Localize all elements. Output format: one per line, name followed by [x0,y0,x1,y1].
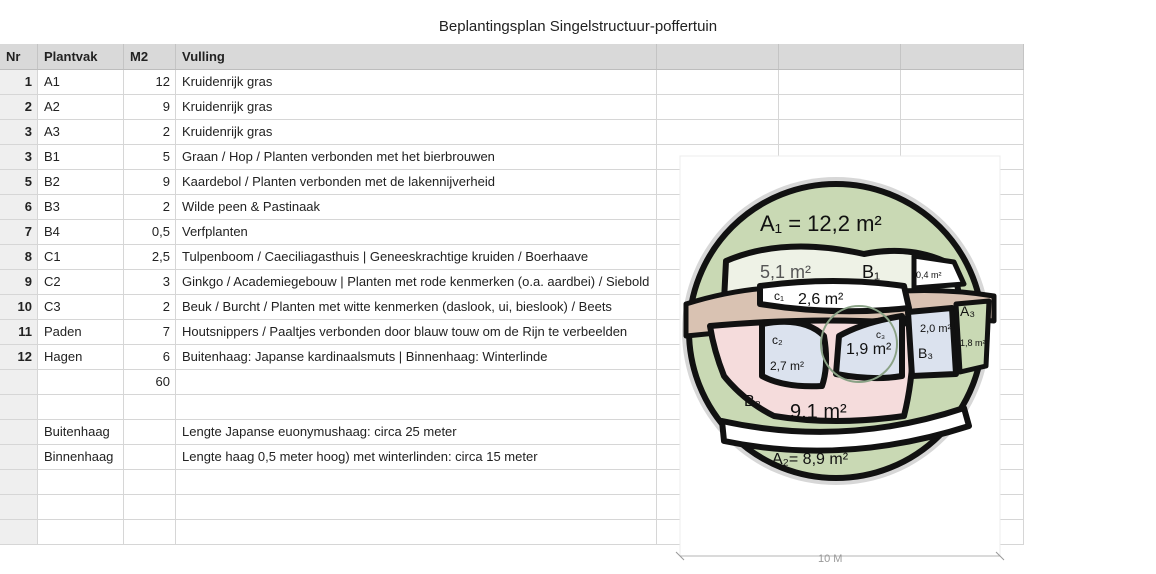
plantvak-cell[interactable]: C3 [38,295,124,319]
table-row [0,95,1024,120]
row-number-cell[interactable]: 5 [0,170,38,194]
empty-cell[interactable] [901,70,1024,94]
vulling-cell[interactable]: Kruidenrijk gras [176,70,657,94]
row-number-cell[interactable]: 11 [0,320,38,344]
page-title: Beplantingsplan Singelstructuur-poffertuin [438,18,718,35]
vulling-cell[interactable]: Lengte haag 0,5 meter hoog) met winterlinden: circa 15 meter [176,445,657,469]
row-number-cell[interactable]: 7 [0,220,38,244]
vulling-cell[interactable]: Graan / Hop / Planten verbonden met het bierbrouwen [176,145,657,169]
col-header-vulling[interactable]: Vulling [176,44,657,69]
label-c1: c₁ [774,289,785,303]
m2-cell[interactable]: 6 [124,345,176,369]
plantvak-cell[interactable]: Hagen [38,345,124,369]
row-number-cell[interactable]: 2 [0,95,38,119]
m2-cell[interactable]: 2 [124,120,176,144]
scale-label: 10 M [818,553,843,565]
m2-cell[interactable] [124,445,176,469]
m2-cell[interactable]: 2 [124,195,176,219]
plantvak-cell[interactable]: A3 [38,120,124,144]
plantvak-cell[interactable]: A2 [38,95,124,119]
col-header-empty-1[interactable] [657,44,779,69]
vulling-cell[interactable] [176,370,657,394]
vulling-cell[interactable] [176,395,657,419]
m2-cell[interactable]: 9 [124,95,176,119]
m2-cell[interactable]: 7 [124,320,176,344]
row-number-cell[interactable] [0,495,38,519]
plantvak-cell[interactable] [38,395,124,419]
row-number-cell[interactable] [0,445,38,469]
label-c2-area: 2,7 m² [770,359,805,373]
col-header-empty-2[interactable] [779,44,901,69]
label-b1-area: 5,1 m² [760,262,812,282]
plantvak-cell[interactable] [38,470,124,494]
plantvak-cell[interactable]: B3 [38,195,124,219]
bed-c2 [762,322,826,387]
m2-cell[interactable]: 2,5 [124,245,176,269]
vulling-cell[interactable]: Beuk / Burcht / Planten met witte kenmerken (daslook, ui, bieslook) / Beets [176,295,657,319]
row-number-cell[interactable] [0,395,38,419]
empty-cell[interactable] [657,70,779,94]
vulling-cell[interactable]: Tulpenboom / Caeciliagasthuis | Geneeskrachtige kruiden / Boerhaave [176,245,657,269]
col-header-nr[interactable]: Nr [0,44,38,69]
m2-cell[interactable]: 2 [124,295,176,319]
vulling-cell[interactable]: Buitenhaag: Japanse kardinaalsmuts | Binnenhaag: Winterlinde [176,345,657,369]
garden-plan-drawing [664,126,1016,574]
label-a2: A₂= 8,9 m² [772,451,849,468]
m2-cell[interactable] [124,470,176,494]
vulling-cell[interactable]: Kaardebol / Planten verbonden met de lakennijverheid [176,170,657,194]
plantvak-cell[interactable] [38,520,124,544]
table-row [0,70,1024,95]
row-number-cell[interactable]: 3 [0,145,38,169]
label-a1: A₁ = 12,2 m² [760,211,882,236]
label-c3: c₃ [876,330,886,341]
plantvak-cell[interactable]: C2 [38,270,124,294]
plantvak-cell[interactable]: Buitenhaag [38,420,124,444]
m2-cell[interactable]: 9 [124,170,176,194]
vulling-cell[interactable]: Kruidenrijk gras [176,95,657,119]
label-c2: c₂ [772,333,783,347]
bed-b3 [908,308,956,376]
plantvak-cell[interactable]: Paden [38,320,124,344]
m2-cell[interactable]: 60 [124,370,176,394]
col-header-empty-3[interactable] [901,44,1024,69]
m2-cell[interactable]: 12 [124,70,176,94]
label-a3: A₃ [960,303,976,319]
label-b2: B₂ [744,393,761,410]
plantvak-cell[interactable]: B1 [38,145,124,169]
vulling-cell[interactable] [176,520,657,544]
m2-cell[interactable] [124,520,176,544]
m2-cell[interactable] [124,395,176,419]
spreadsheet [0,44,1024,565]
row-number-cell[interactable] [0,420,38,444]
plantvak-cell[interactable] [38,495,124,519]
vulling-cell[interactable]: Houtsnippers / Paaltjes verbonden door blauw touw om de Rijn te verbeelden [176,320,657,344]
label-b1: B₁ [862,262,881,282]
plantvak-cell[interactable]: B4 [38,220,124,244]
row-number-cell[interactable]: 12 [0,345,38,369]
row-number-cell[interactable]: 9 [0,270,38,294]
empty-cell[interactable] [779,70,901,94]
vulling-cell[interactable]: Lengte Japanse euonymushaag: circa 25 meter [176,420,657,444]
vulling-cell[interactable]: Wilde peen & Pastinaak [176,195,657,219]
plantvak-cell[interactable]: B2 [38,170,124,194]
row-number-cell[interactable] [0,520,38,544]
label-b2-area: 9,1 m² [790,401,847,423]
label-c3-area: 1,9 m² [846,341,892,358]
label-a3-area: 1,8 m² [960,338,986,348]
row-number-cell[interactable]: 8 [0,245,38,269]
row-number-cell[interactable] [0,370,38,394]
header-row [0,44,1024,70]
row-number-cell[interactable]: 3 [0,120,38,144]
m2-cell[interactable]: 5 [124,145,176,169]
m2-cell[interactable] [124,495,176,519]
label-b3: B₃ [918,345,934,361]
vulling-cell[interactable] [176,470,657,494]
m2-cell[interactable]: 0,5 [124,220,176,244]
label-b4-area: 0,4 m² [916,270,942,280]
row-number-cell[interactable]: 10 [0,295,38,319]
m2-cell[interactable] [124,420,176,444]
empty-cell[interactable] [779,95,901,119]
empty-cell[interactable] [657,95,779,119]
row-number-cell[interactable] [0,470,38,494]
vulling-cell[interactable]: Verfplanten [176,220,657,244]
plantvak-cell[interactable]: C1 [38,245,124,269]
vulling-cell[interactable]: Ginkgo / Academiegebouw | Planten met rode kenmerken (o.a. aardbei) / Siebold [176,270,657,294]
m2-cell[interactable]: 3 [124,270,176,294]
col-header-m2[interactable]: M2 [124,44,176,69]
vulling-cell[interactable] [176,495,657,519]
plantvak-cell[interactable]: Binnenhaag [38,445,124,469]
plantvak-cell[interactable]: A1 [38,70,124,94]
vulling-cell[interactable]: Kruidenrijk gras [176,120,657,144]
plantvak-cell[interactable] [38,370,124,394]
label-b3-area: 2,0 m² [920,323,952,335]
label-c1-area: 2,6 m² [798,291,844,308]
row-number-cell[interactable]: 6 [0,195,38,219]
row-number-cell[interactable]: 1 [0,70,38,94]
col-header-plantvak[interactable]: Plantvak [38,44,124,69]
empty-cell[interactable] [901,95,1024,119]
